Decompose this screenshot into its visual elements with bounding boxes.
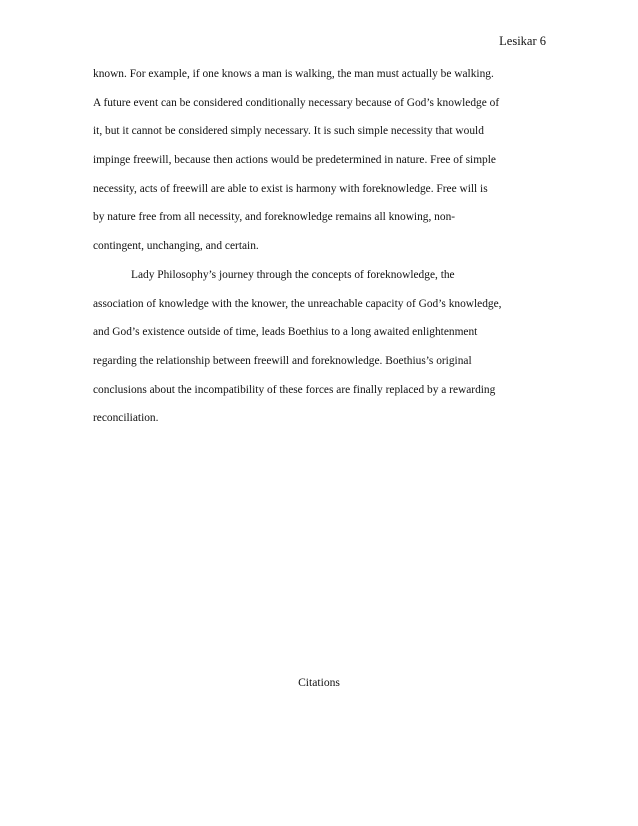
text-line: it, but it cannot be considered simply necessary. It is such simple necessity that would — [93, 125, 484, 138]
text-line: contingent, unchanging, and certain. — [93, 240, 259, 253]
paragraph — [93, 261, 548, 433]
body-text — [93, 60, 548, 433]
text-line: known. For example, if one knows a man is walking, the man must actually be walking. — [93, 68, 494, 80]
paragraph — [93, 60, 548, 261]
text-line: impinge freewill, because then actions would be predetermined in nature. Free of simple — [93, 154, 496, 167]
text-line: conclusions about the incompatibility of these forces are finally replaced by a rewarding — [93, 383, 496, 396]
citations-heading: Citations — [298, 676, 340, 689]
text-line: by nature free from all necessity, and foreknowledge remains all knowing, non- — [93, 211, 456, 224]
text-line: regarding the relationship between freewill and foreknowledge. Boethius’s original — [93, 354, 472, 367]
text-line: Lady Philosophy’s journey through the concepts of foreknowledge, the — [131, 268, 455, 281]
text-line: and God’s existence outside of time, leads Boethius to a long awaited enlightenment — [93, 326, 478, 339]
running-head: Lesikar 6 — [499, 34, 546, 48]
text-line: reconciliation. — [93, 412, 159, 425]
text-line: association of knowledge with the knower, the unreachable capacity of God’s knowledge, — [93, 297, 502, 310]
text-line: A future event can be considered conditionally necessary because of God’s knowledge of — [93, 96, 500, 109]
text-line: necessity, acts of freewill are able to exist is harmony with foreknowledge. Free will is — [93, 182, 488, 195]
